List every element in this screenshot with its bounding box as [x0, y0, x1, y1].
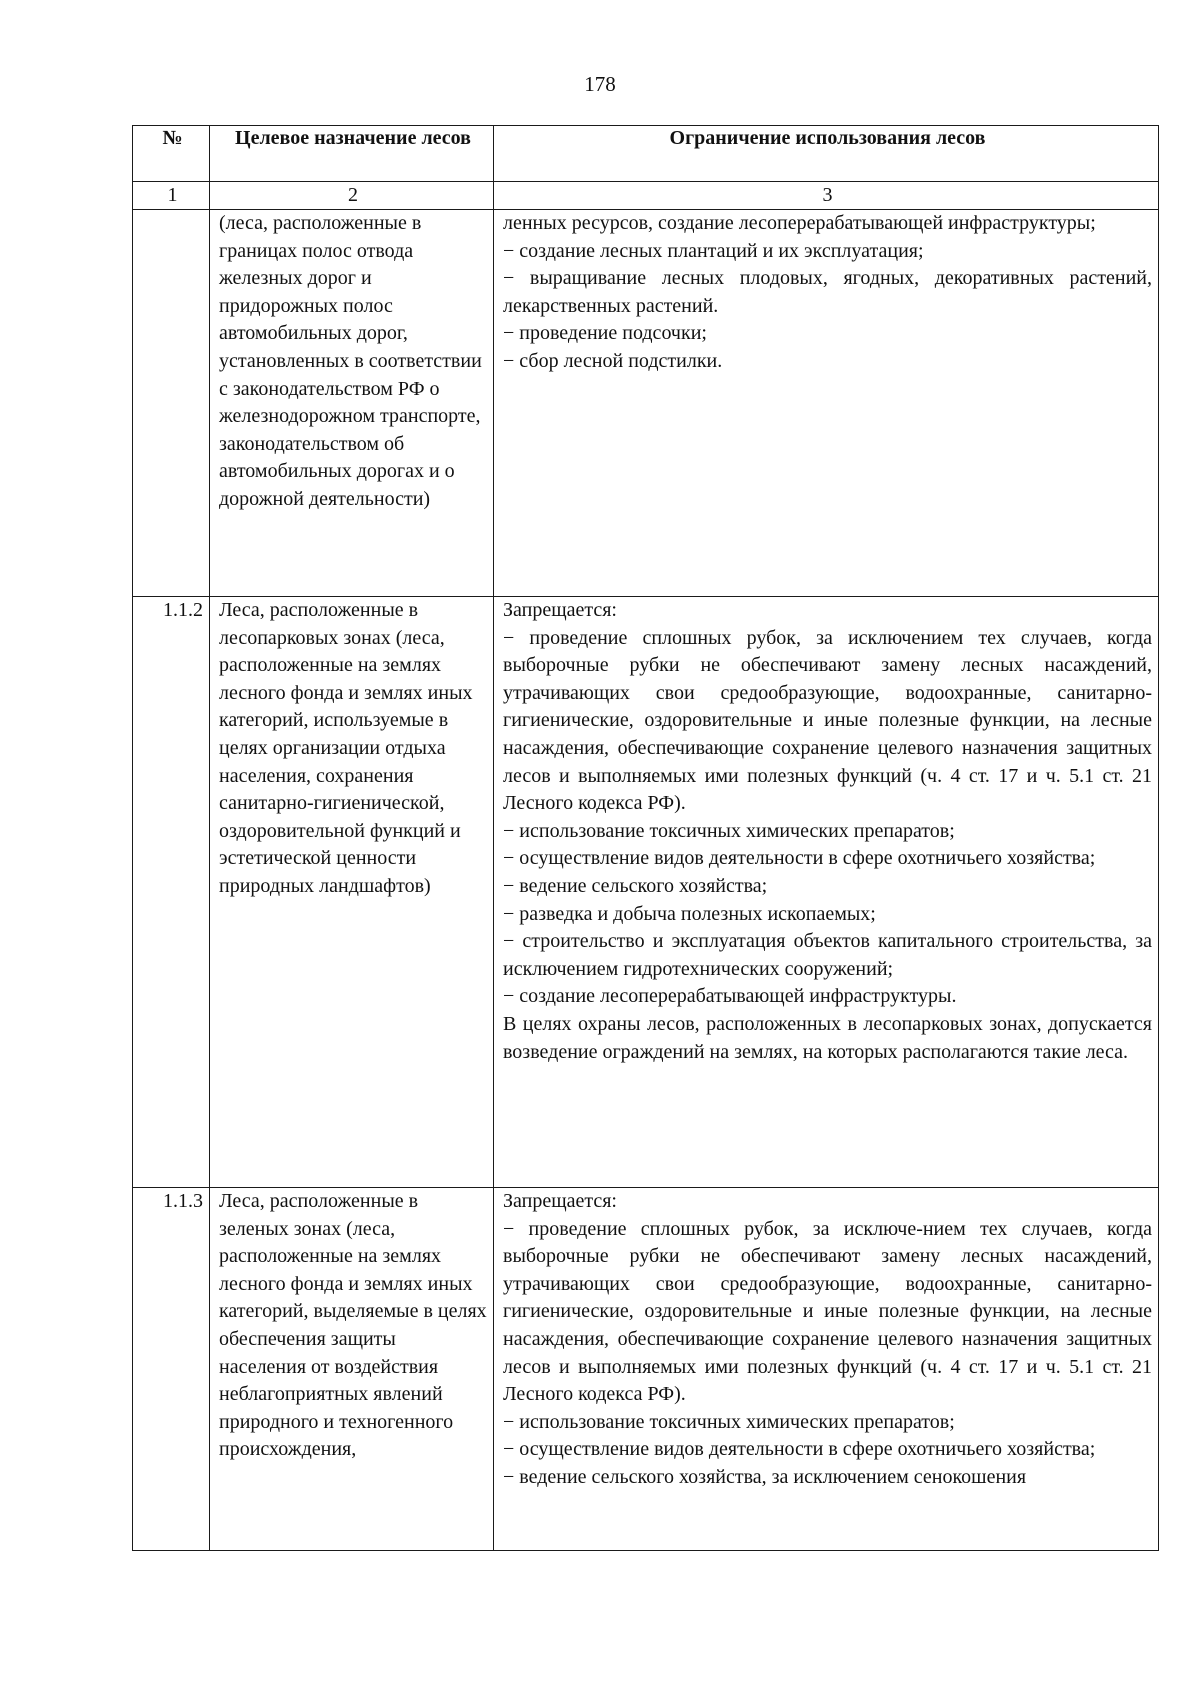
- limit-item: ленных ресурсов, создание лесоперерабатывающей инфраструктуры;: [503, 212, 1096, 234]
- limit-item: − создание лесных плантаций и их эксплуатация;: [503, 239, 924, 262]
- forest-use-table: [132, 125, 1159, 1551]
- row-limits: [494, 1188, 1159, 1551]
- column-number: 3: [494, 182, 1159, 210]
- row-num: 1.1.2: [133, 597, 210, 1188]
- limit-item: − сбор лесной подстилки.: [503, 349, 723, 372]
- limit-item: − разведка и добыча полезных ископаемых;: [503, 902, 876, 925]
- row-num: [133, 210, 210, 597]
- limit-item: Запрещается:: [503, 599, 617, 621]
- limit-item: − проведение сплошных рубок, за исключе-нием тех случаев, когда выборочные рубки не обеспечивают замену лесных насаждений, утрачивающих свои средообразующие, водоохранные, санитарно-гигиенические, оздоровительные и иные полезные функции, на лесные насаждения, обеспечивающие сохранение целевого назначения защитных лесов и выполняемых ими полезных функций (ч. 4 ст. 17 и ч. 5.1 ст. 21 Лесного кодекса РФ).: [503, 1217, 1152, 1406]
- table-row: [133, 210, 1159, 597]
- limit-item: − проведение сплошных рубок, за исключением тех случаев, когда выборочные рубки не обеспечивают замену лесных насаждений, утрачивающих свои средообразующие, водоохранные, санитарно-гигиенические, оздоровительные и иные полезные функции, на лесные насаждения, обеспечивающие сохранение целевого назначения защитных лесов и выполняемых ими полезных функций (ч. 4 ст. 17 и ч. 5.1 ст. 21 Лесного кодекса РФ).: [503, 626, 1152, 815]
- table-header-row: [133, 126, 1159, 182]
- limit-item: − строительство и эксплуатация объектов капитального строительства, за исключением гидротехнических сооружений;: [503, 930, 1152, 980]
- row-purpose: Леса, расположенные в зеленых зонах (леса, расположенные на землях лесного фонда и землях иных категорий, выделяемые в целях обеспечения защиты населения от воздействия неблагоприятных явлений природного и техногенного происхождения,: [210, 1188, 494, 1551]
- limit-item: − создание лесоперерабатывающей инфраструктуры.: [503, 985, 957, 1008]
- table-row: [133, 597, 1159, 1188]
- header-limits: Ограничение использования лесов: [494, 126, 1159, 182]
- limit-item: В целях охраны лесов, расположенных в лесопарковых зонах, допускается возведение ограждений на землях, на которых располагаются такие леса.: [503, 1012, 1152, 1063]
- table-row: [133, 1188, 1159, 1551]
- column-number: 2: [210, 182, 494, 210]
- limit-item: − использование токсичных химических препаратов;: [503, 1410, 955, 1433]
- limit-item: − ведение сельского хозяйства, за исключением сенокошения: [503, 1465, 1027, 1488]
- column-number-row: [133, 182, 1159, 210]
- row-purpose: Леса, расположенные в лесопарковых зонах (леса, расположенные на землях лесного фонда и землях иных категорий, используемые в целях организации отдыха населения, сохранения санитарно-гигиенической, оздоровительной функций и эстетической ценности природных ландшафтов): [210, 597, 494, 1188]
- header-purpose: Целевое назначение лесов: [210, 126, 494, 182]
- limit-item: Запрещается:: [503, 1190, 617, 1212]
- limit-item: − выращивание лесных плодовых, ягодных, декоративных растений, лекарственных растений.: [503, 267, 1152, 317]
- row-limits: [494, 597, 1159, 1188]
- row-limits: [494, 210, 1159, 597]
- header-num: №: [133, 126, 210, 182]
- limit-item: − ведение сельского хозяйства;: [503, 874, 768, 897]
- column-number: 1: [133, 182, 210, 210]
- page-number: 178: [584, 72, 616, 96]
- row-purpose: (леса, расположенные в границах полос отвода железных дорог и придорожных полос автомобильных дорог, установленных в соответствии с законодательством РФ о железнодорожном транспорте, законодательством об автомобильных дорогах и о дорожной деятельности): [210, 210, 494, 597]
- limit-item: − осуществление видов деятельности в сфере охотничьего хозяйства;: [503, 847, 1096, 870]
- limit-item: − использование токсичных химических препаратов;: [503, 819, 955, 842]
- limit-item: − осуществление видов деятельности в сфере охотничьего хозяйства;: [503, 1438, 1096, 1461]
- limit-item: − проведение подсочки;: [503, 322, 707, 345]
- row-num: 1.1.3: [133, 1188, 210, 1551]
